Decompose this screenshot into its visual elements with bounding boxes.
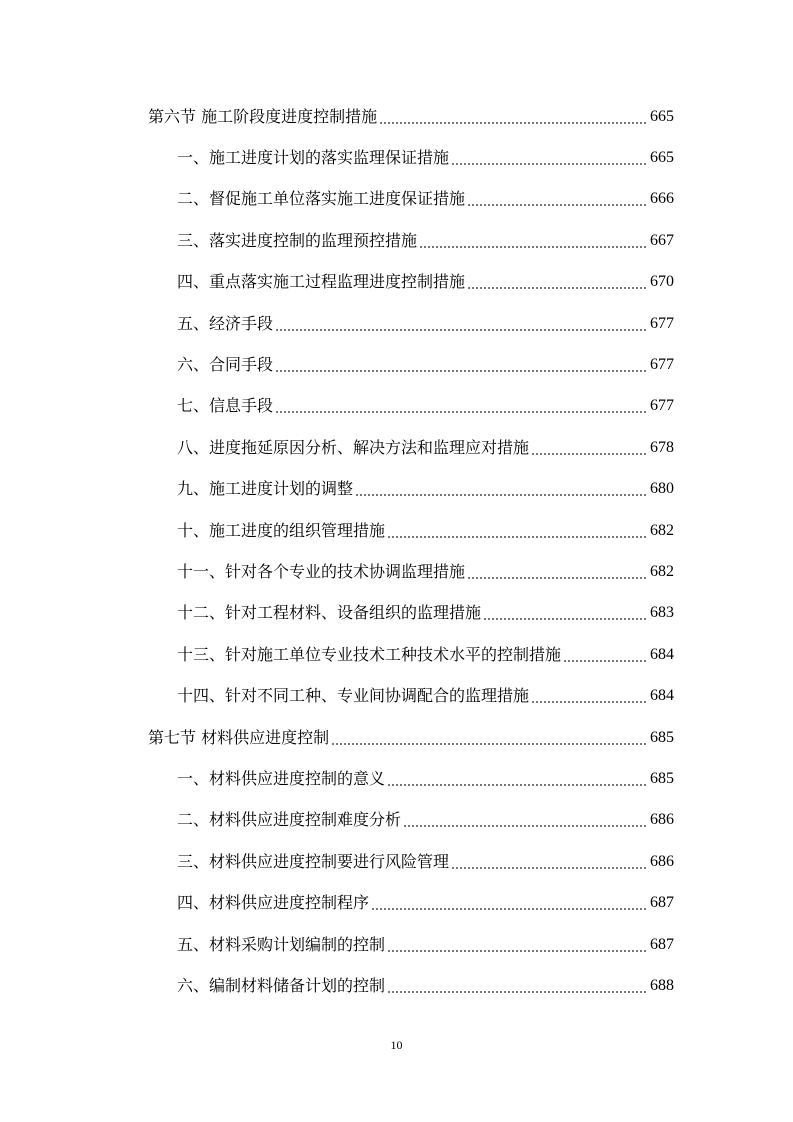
toc-entry[interactable] <box>177 262 674 303</box>
toc-entry-title: 四、材料供应进度控制程序 <box>177 893 370 913</box>
toc-entry-title: 十、施工进度的组织管理措施 <box>177 520 386 540</box>
toc-entry-title: 六、编制材料储备计划的控制 <box>177 975 386 995</box>
toc-entry-page: 670 <box>650 273 674 291</box>
toc-entry-title: 十一、针对各个专业的技术协调监理措施 <box>177 561 466 581</box>
toc-entry[interactable] <box>148 96 674 137</box>
toc-entry-title: 第七节 材料供应进度控制 <box>148 727 330 747</box>
toc-entry[interactable] <box>177 593 674 634</box>
toc-entry-page: 677 <box>650 314 674 332</box>
toc-entry-page: 686 <box>650 852 674 870</box>
toc-dot-leader <box>403 825 648 827</box>
toc-entry-page: 687 <box>650 935 674 953</box>
toc-dot-leader <box>451 163 648 165</box>
toc-entry[interactable] <box>177 386 674 427</box>
toc-entry[interactable] <box>177 469 674 510</box>
toc-entry-page: 685 <box>650 769 674 787</box>
toc-entry-title: 三、落实进度控制的监理预控措施 <box>177 230 418 250</box>
toc-entry[interactable] <box>177 344 674 385</box>
toc-entry[interactable] <box>177 800 674 841</box>
toc-dot-leader <box>275 329 648 331</box>
toc-entry-page: 680 <box>650 480 674 498</box>
toc-dot-leader <box>355 494 648 496</box>
toc-entry-title: 七、信息手段 <box>177 396 274 416</box>
toc-dot-leader <box>531 453 648 455</box>
toc-entry[interactable] <box>177 634 674 675</box>
toc-dot-leader <box>467 577 648 579</box>
toc-entry[interactable] <box>177 303 674 344</box>
toc-entry-title: 八、进度拖延原因分析、解决方法和监理应对措施 <box>177 437 530 457</box>
toc-entry-page: 677 <box>650 397 674 415</box>
toc-entry-page: 682 <box>650 521 674 539</box>
toc-dot-leader <box>331 743 648 745</box>
toc-entry-page: 682 <box>650 562 674 580</box>
toc-entry[interactable] <box>177 758 674 799</box>
toc-entry-page: 665 <box>650 148 674 166</box>
toc-entry[interactable] <box>177 841 674 882</box>
toc-entry-title: 二、材料供应进度控制难度分析 <box>177 810 402 830</box>
toc-entry-title: 一、材料供应进度控制的意义 <box>177 768 386 788</box>
toc-dot-leader <box>387 784 648 786</box>
toc-entry-page: 685 <box>650 728 674 746</box>
toc-dot-leader <box>563 660 648 662</box>
toc-entry-page: 684 <box>650 645 674 663</box>
toc-dot-leader <box>379 122 648 124</box>
toc-entry[interactable] <box>177 883 674 924</box>
toc-entry-title: 第六节 施工阶段度进度控制措施 <box>148 106 378 126</box>
toc-entry-title: 四、重点落实施工过程监理进度控制措施 <box>177 272 466 292</box>
toc-dot-leader <box>531 701 648 703</box>
toc-entry-title: 九、施工进度计划的调整 <box>177 479 354 499</box>
toc-entry-page: 678 <box>650 438 674 456</box>
toc-entry-title: 十四、针对不同工种、专业间协调配合的监理措施 <box>177 686 530 706</box>
toc-dot-leader <box>387 536 648 538</box>
toc-dot-leader <box>483 618 648 620</box>
toc-dot-leader <box>387 991 648 993</box>
toc-dot-leader <box>371 908 648 910</box>
toc-entry[interactable] <box>148 717 674 758</box>
toc-entry-page: 686 <box>650 811 674 829</box>
toc-entry-page: 688 <box>650 976 674 994</box>
toc-entry-page: 667 <box>650 231 674 249</box>
toc-entry[interactable] <box>177 137 674 178</box>
toc-dot-leader <box>387 950 648 952</box>
page-number: 10 <box>390 1038 403 1052</box>
toc-entry-page: 684 <box>650 687 674 705</box>
toc-entry-page: 677 <box>650 355 674 373</box>
toc-entry-title: 六、合同手段 <box>177 354 274 374</box>
toc-dot-leader <box>275 411 648 413</box>
toc-entry[interactable] <box>177 676 674 717</box>
toc-dot-leader <box>419 246 648 248</box>
toc-entry-page: 687 <box>650 894 674 912</box>
toc-entry-title: 五、材料采购计划编制的控制 <box>177 934 386 954</box>
toc-dot-leader <box>467 287 648 289</box>
toc-entry-title: 三、材料供应进度控制要进行风险管理 <box>177 851 450 871</box>
toc-entry-title: 一、施工进度计划的落实监理保证措施 <box>177 147 450 167</box>
toc-entry-page: 666 <box>650 190 674 208</box>
toc-dot-leader <box>451 867 648 869</box>
toc-entry[interactable] <box>177 427 674 468</box>
toc-entry-title: 十二、针对工程材料、设备组织的监理措施 <box>177 603 482 623</box>
toc-entry-page: 665 <box>650 107 674 125</box>
toc-entry[interactable] <box>177 551 674 592</box>
toc-entry[interactable] <box>177 510 674 551</box>
toc-entry[interactable] <box>177 220 674 261</box>
toc-entry[interactable] <box>177 179 674 220</box>
toc-entry-title: 十三、针对施工单位专业技术工种技术水平的控制措施 <box>177 644 562 664</box>
toc-entry[interactable] <box>177 924 674 965</box>
toc-entry[interactable] <box>177 965 674 1006</box>
toc-entry-page: 683 <box>650 604 674 622</box>
toc-dot-leader <box>467 204 648 206</box>
toc-entry-title: 二、督促施工单位落实施工进度保证措施 <box>177 189 466 209</box>
toc-entry-title: 五、经济手段 <box>177 313 274 333</box>
toc-dot-leader <box>275 370 648 372</box>
